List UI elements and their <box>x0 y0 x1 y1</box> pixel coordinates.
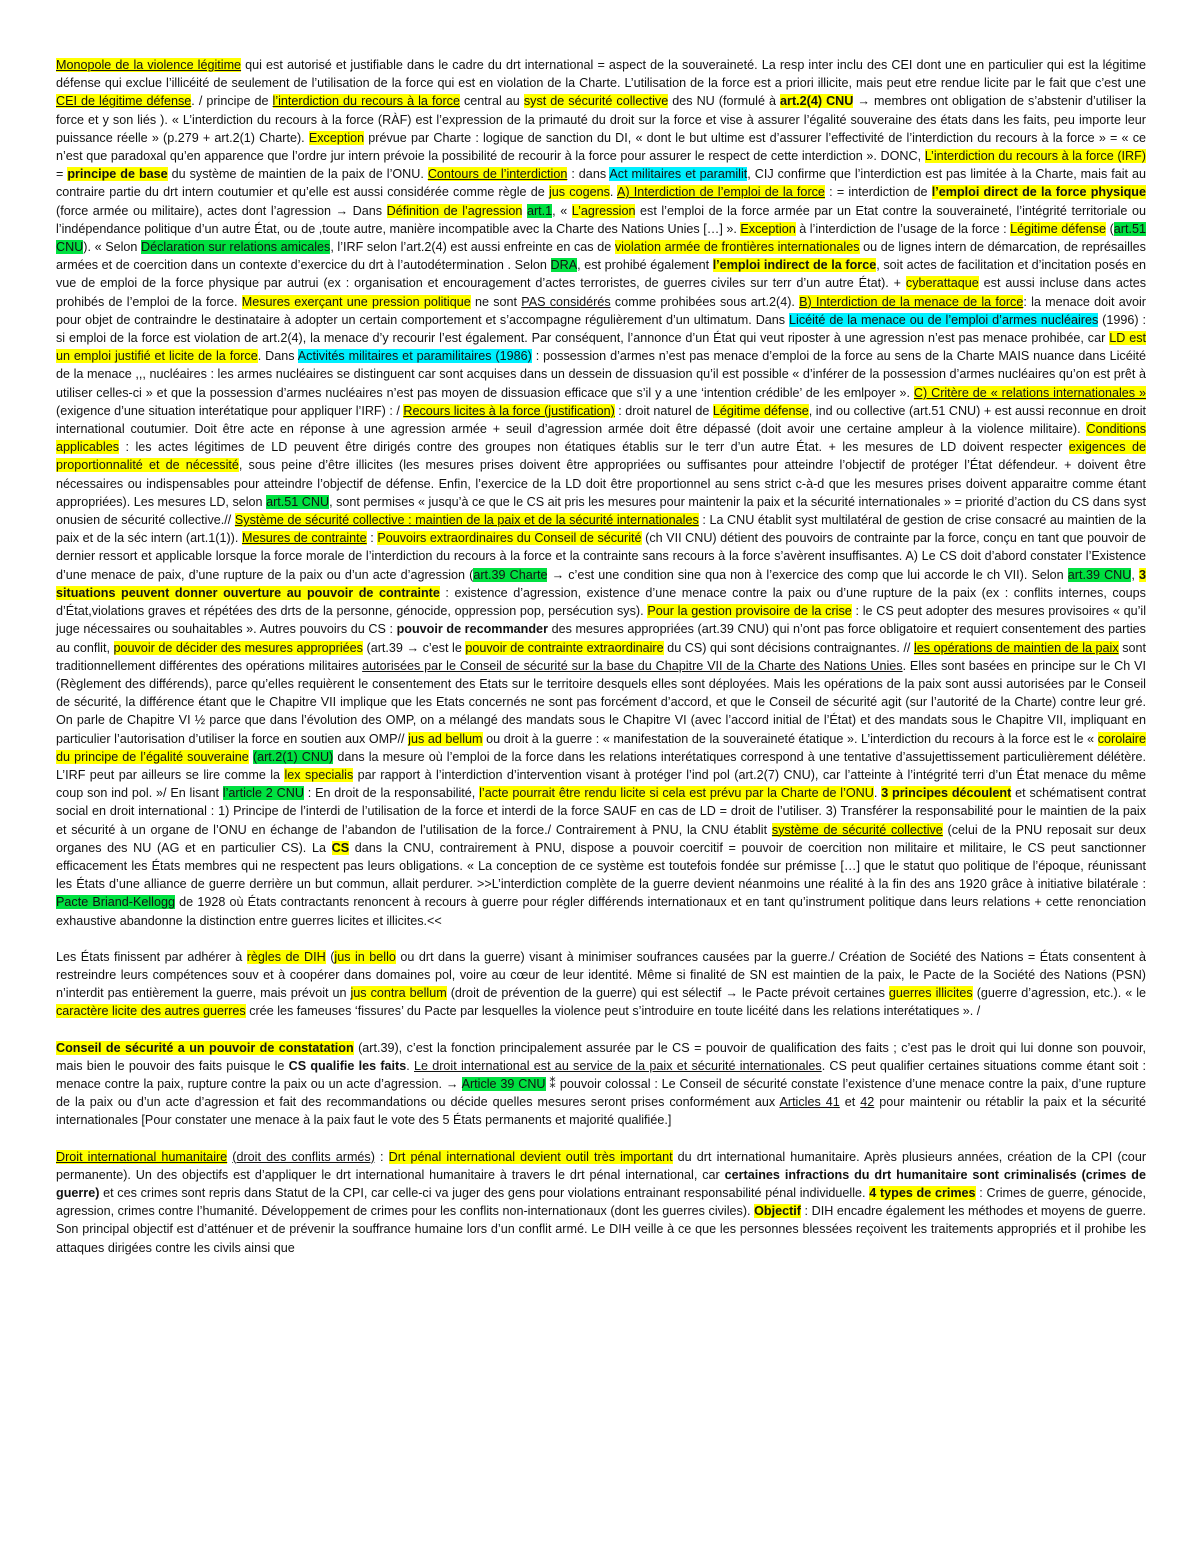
text-run: (art.39), c’est la fonction principalement assurée par le CS = pouvoir de qualification des faits ; c’est pas le droit qui lui donne son pouvoir, mais bien le pouvoir des faits puisque le <box>56 1040 1147 1073</box>
text-run: (art.39 → c’est le <box>362 640 466 655</box>
highlighted-run: Le droit international est au service de la paix et sécurité internationales <box>414 1058 822 1073</box>
highlighted-run: C) Critère de « relations internationales » <box>913 385 1146 400</box>
text-run: , <box>1131 567 1139 582</box>
text-run: . / principe de <box>191 94 273 109</box>
text-run: : la menace doit avoir pour objet de contraindre le destinataire à adopter un certain comportement et s’accompagne régulièrement d’un ultimatum. Dans <box>56 294 1146 327</box>
text-run: , soit actes de facilitation et d’incitation posés en vue de emploi de la force physique par autrui (ex : organisation et encouragement d’actes terroristes, de guerres civiles sur terr d’un autre État). + <box>56 258 1147 291</box>
text-run: est l’emploi de la force armée par un Etat contre la souveraineté, l’intégrité territoriale ou l’indépendance politique d’un autre État, ou de ,toute autre, manière incompatible avec la Charte des Nations Unies […] ». <box>56 203 1146 236</box>
highlighted-run: A) Interdiction de l’emploi de la force <box>616 185 825 200</box>
text-run: . <box>873 786 882 801</box>
highlighted-run: (art.2(1) CNU) <box>252 749 334 764</box>
text-run: prévue par Charte : logique de sanction du DI, « dont le but ultime est d’assurer l’effectivité de l’interdiction du recours à la force » = « ce n’est que paradoxal qu’en apparence que l’ordre jur intern prévoie la possibilité de recourir à la force pour assurer le respect de cette interdiction ». DONC, <box>56 130 1146 164</box>
text-run: dans la mesure où l’emploi de la force dans les relations interétatiques correspond à une tentative d’assujettissement particulièrement délétère. L’IRF peut par ailleurs se lire comme la <box>56 749 1146 782</box>
highlighted-run: Conseil de sécurité a un pouvoir de constatation <box>56 1040 354 1055</box>
highlighted-run: jus contra bellum <box>350 986 447 1001</box>
text-run: (1996) : si emploi de la force est violation de art.2(4), la menace d’y recourir l’est également. Par conséquent, l’annonce d’un État qui veut riposter à une agression n’est pas menace prohibée, car <box>56 312 1146 346</box>
highlighted-run: art.51 CNU <box>266 494 330 509</box>
highlighted-run: Légitime défense <box>712 403 809 418</box>
text-run: , CIJ confirme que l’interdiction est pas limitée à la Charte, mais fait au contraire partie du drt intern coutumier et qu’elle est aussi considérée comme règle de <box>56 167 1147 200</box>
text-run: : = interdiction de <box>824 185 932 200</box>
text-run: (ch VII CNU) détient des pouvoirs de contrainte par la force, conçu en tant que pouvoir de dernier ressort et applicable lorsque la force morale de l’interdiction du recours à la force et la contrainte sans recours à la force s’avèrent insuffisantes. A) Le CS doit d’abord constater l’Existence d’une menace de paix, d’une rupture de la paix ou d’un acte d’agression ( <box>56 531 1146 582</box>
text-run: ). « Selon <box>83 240 142 255</box>
highlighted-run: l’acte pourrait être rendu licite si cela est prévu par la Charte de l’ONU <box>479 786 874 801</box>
text-run: . Dans <box>257 349 298 364</box>
highlighted-run: Mesures exerçant une pression politique <box>241 294 471 309</box>
text-run: à l’interdiction de l’usage de la force : <box>795 221 1011 236</box>
highlighted-run: Pour la gestion provisoire de la crise <box>647 604 852 619</box>
highlighted-run: art.1 <box>526 203 553 218</box>
text-run: du CS) qui sont décisions contraignantes. // <box>663 640 914 655</box>
text-run: et <box>839 1095 861 1110</box>
highlighted-run: lex specialis <box>284 767 354 782</box>
highlighted-run: art.39 CNU <box>1067 567 1132 582</box>
text-run: , « <box>552 203 572 218</box>
highlighted-run: PAS considérés <box>521 294 611 309</box>
text-run: = <box>56 167 68 182</box>
text-run: du système de maintien de la paix de l’ONU. <box>167 167 428 182</box>
text-run: crée les fameuses ‘fissures’ du Pacte par lesquelles la violence peut s’introduire en toute licéité dans les relations interétatiques ». / <box>245 1004 981 1019</box>
highlighted-run: Monopole de la violence légitime <box>56 58 242 72</box>
text-run: , sont permises « jusqu’à ce que le CS ait pris les mesures pour maintenir la paix et la sécurité internationales » = priorité d’action du CS dans syst onusien de sécurité collective.// <box>56 494 1147 528</box>
highlighted-run: jus in bello <box>334 949 396 964</box>
text-run: des NU (formulé à <box>668 94 781 109</box>
highlighted-run: système de sécurité collective <box>771 822 943 837</box>
text-run: : existence d’agression, existence d’une menace contre la paix ou d’une rupture de la paix (ex : conflits internes, coups d’État,violations graves et répétées des drts de la personne, génocide, oppression pop, persécution sys). <box>56 585 1146 619</box>
highlighted-run: 4 types de crimes <box>869 1185 976 1200</box>
highlighted-run: Licéité de la menace ou de l’emploi d’armes nucléaires <box>789 312 1099 327</box>
text-run: (guerre d’agression, etc.). « le <box>972 986 1146 1001</box>
text-run: : droit naturel de <box>614 403 713 418</box>
text-run: : possession d’armes n’est pas menace d’emploi de la force au sens de la Charte MAIS nuance dans Licéité de la menace ,,, nucléaires : les armes nucléaires se distinguent car sont acquises dans un dessein de dissuasion qu’il est possible « d’inférer de la possession d’armes nucléaires qu’on est prêt à utiliser celles-ci » et que la possession d’armes nucléaires n’est pas moyen de dissuasion efficace que s’il y a une ‘intention crédible’ de les emlpoyer ». <box>56 349 1146 400</box>
highlighted-run: l’emploi direct de la force physique <box>931 185 1146 200</box>
highlighted-run: pouvoir de recommander <box>396 622 548 637</box>
highlighted-run: l’article 2 CNU <box>222 786 304 801</box>
text-run: qui est autorisé et justifiable dans le cadre du drt international = aspect de la souveraineté. La resp inter inclu des CEI dont une en particulier qui est la légitime défense qui exclue l’illicéité de seulement de l’utilisation de la force qui est en violation de la Charte. L’utilisation de la force est a priori illicite, mais peut etre rendue licite par le fait que c’est une <box>56 58 1146 91</box>
text-run: : En droit de la responsabilité, <box>303 786 480 801</box>
text-run: , sous peine d’être illicites (les mesures prises doivent être appropriées ou suffisantes pour atteindre l’objectif de protéger l’État défendeur. + doivent être nécessaires ou indispensables pour atteindre l’objectif de défense. Enfin, l’exercice de la LD doit être proportionnel au sens strict c-à-d que les mesures prises doivent apparaitre comme étant appropriées). Les mesures LD, selon <box>56 458 1147 509</box>
text-run: ou de lignes intern de démarcation, de représailles armées et de coercition dans un contexte d’exercice du drt à l’autodétermination . Selon <box>56 240 1146 273</box>
highlighted-run: 42 <box>860 1095 875 1110</box>
text-run: : les actes légitimes de LD peuvent être dirigés contre des groupes non étatiques établis sur le terr d’un autre État. + les mesures de LD doivent respecter <box>119 440 1069 455</box>
highlighted-run: l’emploi indirect de la force <box>712 258 877 273</box>
text-run: ⁑ pouvoir colossal : Le Conseil de sécurité constate l’existence d’une menace contre la paix, d’une rupture de la paix ou d’un acte d’agression et fait des recommandations ou décide quelles mesures seront prises conformément aux <box>56 1076 1147 1110</box>
highlighted-run: art.51 CNU <box>56 221 1147 255</box>
text-run: ne sont <box>470 294 522 309</box>
document-page <box>56 56 1146 1275</box>
highlighted-run: art.2(4) CNU <box>780 94 854 109</box>
text-run: , ind ou collective (art.51 CNU) + est aussi reconnue en droit international coutumier. Doit être acte en réponse à une agression armée + seuil d’agression armée doit être dépassé (doit avoir une certaine ampleur à la violence militaire). <box>56 403 1146 437</box>
highlighted-run: guerres illicites <box>888 986 973 1001</box>
text-run: (exigence d’une situation interétatique pour appliquer l’IRF) : / <box>56 403 404 418</box>
highlighted-run: Objectif <box>754 1204 801 1219</box>
text-run: : dans <box>567 167 610 182</box>
paragraph-droit-humanitaire <box>56 1148 1146 1257</box>
highlighted-run: principe de base <box>67 167 168 182</box>
highlighted-run: cyberattaque <box>905 276 979 291</box>
highlighted-run: L’agression <box>571 203 636 218</box>
highlighted-run: Contours de l’interdiction <box>427 167 568 182</box>
paragraph-dih-sdn <box>56 948 1146 1021</box>
highlighted-run: (droit des conflits armés) <box>232 1149 375 1164</box>
highlighted-run: jus cogens <box>549 185 610 200</box>
text-run: des mesures appropriées (art.39 CNU) qui n’ont pas force obligatoire et requiert consentement des parties au conflit, <box>56 622 1146 655</box>
text-run: et schématisent contrat social en droit international : 1) Principe de l’interdi de l’utilisation de la force et interdi de la force SAUF en cas de LD = droit de l’utiliser. 3) Transférer la responsabilité pour le maintien de la paix et sécurité à un organe de l’ONU en échange de l’abandon de l’utilisation de la force./ Contrairement à PNU, la CNU établit <box>56 786 1146 837</box>
paragraph-conseil-securite <box>56 1039 1146 1130</box>
highlighted-run: art.39 Charte <box>473 567 548 582</box>
highlighted-run: Act militaires et paramilit <box>609 167 748 182</box>
highlighted-run: Déclaration sur relations amicales <box>141 240 331 255</box>
highlighted-run: Pouvoirs extraordinaires du Conseil de sécurité <box>377 531 642 546</box>
text-run: : le CS peut adopter des mesures provisoires « qu’il juge nécessaires ou souhaitables ». Autres pouvoirs du CS : <box>56 604 1146 637</box>
highlighted-run: jus ad bellum <box>408 731 483 746</box>
text-run: est aussi incluse dans actes prohibés de l’emploi de la force. <box>56 276 1147 309</box>
highlighted-run: pouvoir de contrainte extraordinaire <box>465 640 664 655</box>
text-run: comme prohibées sous art.2(4). <box>610 294 800 309</box>
text-run: . <box>406 1058 414 1073</box>
highlighted-run: Conditions applicables <box>56 422 1146 455</box>
highlighted-run: Drt pénal international devient outil très important <box>388 1149 673 1164</box>
highlighted-run: corolaire du principe de l’égalité souveraine <box>56 731 1146 764</box>
text-run: : <box>366 531 378 546</box>
text-run: pour maintenir ou rétablir la paix et la sécurité internationales [Pour constater une menace à la paix faut le vote des 5 États permanents et majorité qualifiée.] <box>56 1095 1146 1128</box>
highlighted-run: règles de DIH <box>246 949 326 964</box>
text-run: → membres ont obligation de s’abstenir d’utiliser la force et y son liés ). « L’interdiction du recours à la force (RÀF) est l’expression de la primauté du droit sur la force et vise à assurer l’égalité souveraine des états dans les faits, peu importe leur puissance réelle » (p.279 + art.2(1) Charte). <box>56 94 1146 145</box>
highlighted-run: Activités militaires et paramilitaires (1986) <box>297 349 532 364</box>
highlighted-run: CS <box>331 840 350 855</box>
highlighted-run: Mesures de contrainte <box>241 531 367 546</box>
text-run: . CS peut qualifier certaines situations comme étant soit : menace contre la paix, rupture contre la paix ou un acte d’agression. → <box>56 1058 1147 1091</box>
highlighted-run: Articles 41 <box>779 1095 840 1110</box>
highlighted-run: syst de sécurité collective <box>523 94 669 109</box>
highlighted-run: Pacte Briand-Kellogg <box>56 895 175 910</box>
text-run: , est prohibé également <box>577 258 713 273</box>
highlighted-run: caractère licite des autres guerres <box>56 1004 246 1019</box>
highlighted-run: Article 39 CNU <box>461 1076 546 1091</box>
highlighted-run: Légitime défense <box>1010 221 1107 236</box>
text-run: : DIH encadre également les méthodes et moyens de guerre. Son principal objectif est d’atténuer et de prévenir la souffrance humaine lors d’un conflit armé. Le DIH veille à ce que les personnes blessées reçoivent les traitements appropriés et il prohibe les attaques dirigées contre les civils ainsi que <box>56 1204 1147 1255</box>
highlighted-run: certaines infractions du drt humanitaire sont criminalisés (crimes de guerre) <box>56 1167 1146 1200</box>
highlighted-run: L’interdiction du recours à la force (IRF) <box>924 149 1147 164</box>
text-run: sont traditionnellement différentes des opérations militaires <box>56 640 1147 673</box>
text-run: ( <box>1106 221 1114 236</box>
text-run: . <box>609 185 617 200</box>
text-run: du drt international humanitaire. Après plusieurs années, création de la CPI (cour permanente). Un des objectifs est d’appliquer le drt international humanitaire à travers le drt pénal international, car <box>56 1149 1147 1182</box>
highlighted-run: B) Interdiction de la menace de la force <box>799 294 1024 309</box>
text-run: et ces crimes sont repris dans Statut de la CPI, car celle-ci va juger des gens pour violations entrainant responsabilité pénal individuelle. <box>99 1185 870 1200</box>
text-run: (force armée ou militaire), actes dont l’agression → Dans <box>56 203 387 218</box>
highlighted-run: CS qualifie les faits <box>288 1058 407 1073</box>
text-run: (droit de prévention de la guerre) qui est sélectif → le Pacte prévoit certaines <box>446 986 889 1001</box>
highlighted-run: 3 principes découlent <box>881 786 1012 801</box>
text-run: central au <box>459 94 524 109</box>
text-run: → c’est une condition sine qua non à l’exercice des comp que lui accorde le ch VII). Selon <box>547 567 1068 582</box>
text-run: dans la CNU, contrairement à PNU, dispose a pouvoir coercitif = pouvoir de coercition non militaire et militaire, le CS peut sanctionner efficacement les États membres qui ne respectent pas leurs obligations. « La conception de ce système est toutefois fondée sur prémisse […] que le statut quo politique de l’époque, réunissant les États d’une alliance de guerre derrière un but commun, allait perdurer. >>L’interdiction complète de la guerre devient néanmoins une réalité à la fin des ans 1920 grâce à initiative bilatérale : <box>56 840 1147 892</box>
text-run: (celui de la PNU reposait sur deux organes des NU (AG et en particulier CS). La <box>56 822 1146 855</box>
text-run: : <box>374 1149 389 1164</box>
text-run: Les États finissent par adhérer à <box>56 949 247 964</box>
text-run: : La CNU établit syst multilatéral de gestion de crise consacré au maintien de la paix et de la séc intern (art.1(1)). <box>56 513 1147 546</box>
highlighted-run: violation armée de frontières internationales <box>614 240 860 255</box>
highlighted-run: les opérations de maintien de la paix <box>913 640 1119 655</box>
highlighted-run: Exception <box>308 130 365 145</box>
text-run: . Elles sont basées en principe sur le Ch VI (Règlement des différends), parce qu’elles requièrent le consentement des Etats sur le territoire desquels elles sont déployées. Mais les opérations de la paix sont aussi autorisées par le Conseil de sécurité, la différence étant que le Chapitre VII implique que les Etats concernés ne sont pas forcément d’accord, et que le Conseil de sécurité agit (sur l’autorité de la Charte) contre leur gré. On parle de Chapitre VI ½ parce que dans l’évolution des OMP, on a mélangé des mandats sous le Chapitre VI (avec l’accord initial de l’État) et des mandats sous le Chapitre VII, impliquant en particulier l’autorisation d’utiliser la force en soutien aux OMP// <box>56 658 1147 746</box>
highlighted-run: Système de sécurité collective : maintien de la paix et de la sécurité internationales <box>234 513 699 528</box>
highlighted-run: Droit international humanitaire <box>56 1149 228 1164</box>
text-run: , l’IRF selon l’art.2(4) est aussi enfreinte en cas de <box>330 240 615 255</box>
highlighted-run: exigences de proportionnalité et de nécessité <box>56 440 1146 473</box>
highlighted-run: Recours licites à la force (justification) <box>403 403 615 418</box>
text-run: : Crimes de guerre, génocide, agression, crimes contre l’humanité. Développement de crimes pour les conflits non-internationaux (dont les guerres civiles). <box>56 1185 1146 1219</box>
highlighted-run: 3 situations peuvent donner ouverture au pouvoir de contrainte <box>56 567 1146 600</box>
text-run: ou droit à la guerre : « manifestation de la souveraineté étatique ». L’interdiction du recours à la force est le « <box>482 731 1098 746</box>
highlighted-run: l’interdiction du recours à la force <box>272 94 460 109</box>
highlighted-run: Définition de l’agression <box>386 203 523 218</box>
highlighted-run: DRA <box>550 258 578 273</box>
highlighted-run: CEI de légitime défense <box>56 94 192 109</box>
text-run: de 1928 où États contractants renoncent à recours à guerre pour régler différends internationaux et en tant qu’instrument politique dans leurs relations + cette renonciation exhaustive abandonne la distinction entre guerres licites et illicites.<< <box>56 895 1146 928</box>
highlighted-run: LD est un emploi justifié et licite de la force <box>56 331 1146 364</box>
text-run: par rapport à l’interdiction d’intervention visant à protéger l’ind pol (art.2(7) CNU), car l’atteinte à l’intégrité terri d’un État menace du même coup son ind pol. »/ En lisant <box>56 767 1146 801</box>
paragraph-violence-legitime <box>56 56 1146 930</box>
text-run: ou drt dans la guerre) visant à minimiser soufrances causées par la guerre./ Création de Société des Nations = États consentent à restreindre leurs compétences souv et à coopérer dans domaines pol, voire au cœur de leur identité. Même si finalité de SN est maintien de la paix, le Pacte de la Société des Nations (PSN) n’interdit pas entièrement la guerre, mais prévoit un <box>56 949 1146 1001</box>
highlighted-run: Exception <box>740 221 796 236</box>
highlighted-run: autorisées par le Conseil de sécurité sur la base du Chapitre VII de la Charte des Nations Unies <box>362 658 903 673</box>
text-run: ( <box>325 949 335 964</box>
highlighted-run: pouvoir de décider des mesures appropriées <box>113 640 363 655</box>
